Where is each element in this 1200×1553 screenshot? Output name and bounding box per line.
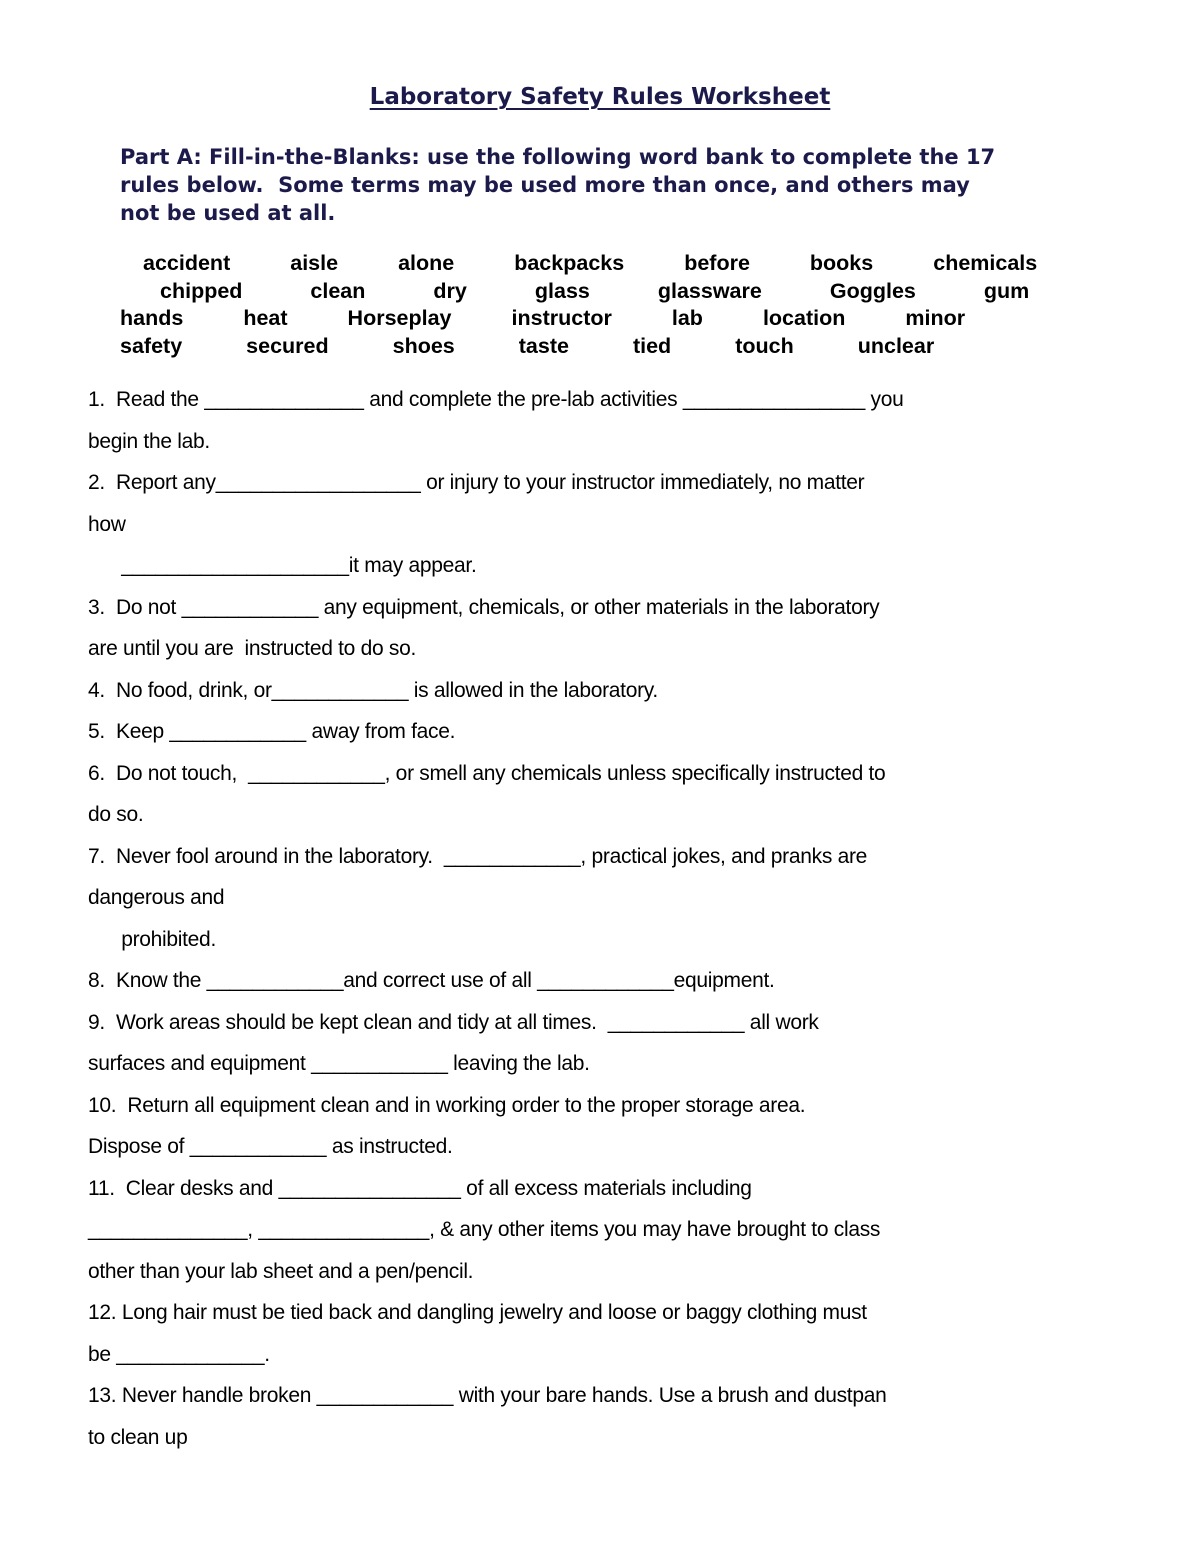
rule-line: other than your lab sheet and a pen/pencil. — [88, 1259, 474, 1283]
rule-item — [88, 1375, 1140, 1458]
rule-line: 3. Do not ____________ any equipment, chemicals, or other materials in the laboratory — [88, 595, 880, 619]
rule-line: 9. Work areas should be kept clean and tidy at all times. ____________ all work — [88, 1010, 819, 1034]
word-bank-term: shoes — [392, 333, 455, 358]
rule-item — [88, 462, 1140, 587]
part-a-line: Part A: Fill-in-the-Blanks: use the following word bank to complete the 17 — [120, 145, 996, 169]
word-bank-row — [120, 333, 1140, 361]
word-bank-term: accident — [143, 251, 231, 275]
rule-line: Dispose of ____________ as instructed. — [88, 1135, 453, 1158]
word-bank — [88, 250, 1140, 360]
word-bank-term: unclear — [857, 333, 935, 358]
rule-item — [88, 1292, 1140, 1375]
rule-line: do so. — [88, 803, 144, 826]
rule-line: surfaces and equipment ____________ leaving the lab. — [88, 1052, 590, 1075]
rule-line: 1. Read the ______________ and complete the pre-lab activities ________________ you — [88, 388, 904, 411]
word-bank-term: tied — [632, 333, 672, 358]
word-bank-row — [160, 278, 1140, 306]
word-bank-term: glass — [534, 278, 590, 303]
rule-line: prohibited. — [88, 927, 216, 951]
word-bank-term: before — [684, 251, 750, 275]
word-bank-term: heat — [243, 306, 288, 330]
word-bank-term: secured — [246, 333, 329, 358]
rule-line: 13. Never handle broken ____________ with your bare hands. Use a brush and dustpan — [88, 1384, 887, 1407]
rule-item — [88, 1002, 1140, 1085]
rules-list — [88, 379, 1140, 1458]
page-title: Laboratory Safety Rules Worksheet — [369, 84, 831, 110]
rule-line: be _____________. — [88, 1342, 270, 1366]
word-bank-term: clean — [310, 278, 366, 303]
word-bank-term: instructor — [511, 306, 612, 330]
word-bank-term: minor — [905, 306, 966, 330]
word-bank-term: hands — [120, 306, 184, 330]
rule-line: 5. Keep ____________ away from face. — [88, 720, 456, 743]
word-bank-row — [143, 250, 1140, 278]
word-bank-term: safety — [120, 333, 183, 358]
rule-item — [88, 670, 1140, 712]
rule-line: 11. Clear desks and ________________ of all excess materials including — [88, 1176, 752, 1200]
rule-line: how — [88, 512, 126, 536]
rule-item — [88, 836, 1140, 961]
word-bank-term: backpacks — [514, 251, 625, 275]
rule-item — [88, 960, 1140, 1002]
word-bank-term: chipped — [160, 278, 243, 303]
rule-line: ______________, _______________, & any other items you may have brought to class — [88, 1218, 881, 1241]
rule-item — [88, 587, 1140, 670]
word-bank-term: Goggles — [829, 278, 916, 303]
word-bank-term: chemicals — [933, 251, 1038, 275]
rule-line: dangerous and — [88, 886, 225, 909]
rule-line: 10. Return all equipment clean and in working order to the proper storage area. — [88, 1093, 806, 1117]
rule-line: 12. Long hair must be tied back and dangling jewelry and loose or baggy clothing must — [88, 1301, 867, 1324]
rule-line: begin the lab. — [88, 429, 210, 453]
part-a-line: rules below. Some terms may be used more than once, and others may — [120, 173, 970, 197]
word-bank-term: lab — [671, 306, 703, 330]
word-bank-term: glassware — [657, 278, 762, 303]
word-bank-term: gum — [983, 278, 1030, 303]
word-bank-term: touch — [735, 333, 794, 358]
rule-item — [88, 379, 1140, 462]
word-bank-term: location — [762, 306, 846, 330]
rule-line: 4. No food, drink, or____________ is allowed in the laboratory. — [88, 678, 658, 702]
word-bank-term: Horseplay — [347, 306, 452, 330]
rule-line: ____________________it may appear. — [88, 554, 477, 577]
part-a-instructions — [120, 143, 1120, 227]
word-bank-term: alone — [398, 251, 455, 275]
part-a-line: not be used at all. — [120, 201, 336, 225]
rule-line: are until you are instructed to do so. — [88, 637, 416, 660]
word-bank-term: books — [809, 251, 874, 275]
word-bank-term: aisle — [290, 251, 339, 275]
rule-line: 8. Know the ____________and correct use of all ____________equipment. — [88, 969, 775, 992]
rule-item — [88, 753, 1140, 836]
rule-item — [88, 1168, 1140, 1293]
rule-line: 7. Never fool around in the laboratory. ____________, practical jokes, and pranks are — [88, 844, 868, 868]
rule-line: 6. Do not touch, ____________, or smell any chemicals unless specifically instructed to — [88, 761, 886, 785]
word-bank-term: taste — [518, 333, 569, 358]
rule-line: to clean up — [88, 1425, 188, 1449]
rule-line: 2. Report any__________________ or injury to your instructor immediately, no matter — [88, 471, 865, 494]
word-bank-term: dry — [433, 278, 467, 303]
rule-item — [88, 1085, 1140, 1168]
word-bank-row — [120, 305, 1140, 333]
rule-item — [88, 711, 1140, 753]
